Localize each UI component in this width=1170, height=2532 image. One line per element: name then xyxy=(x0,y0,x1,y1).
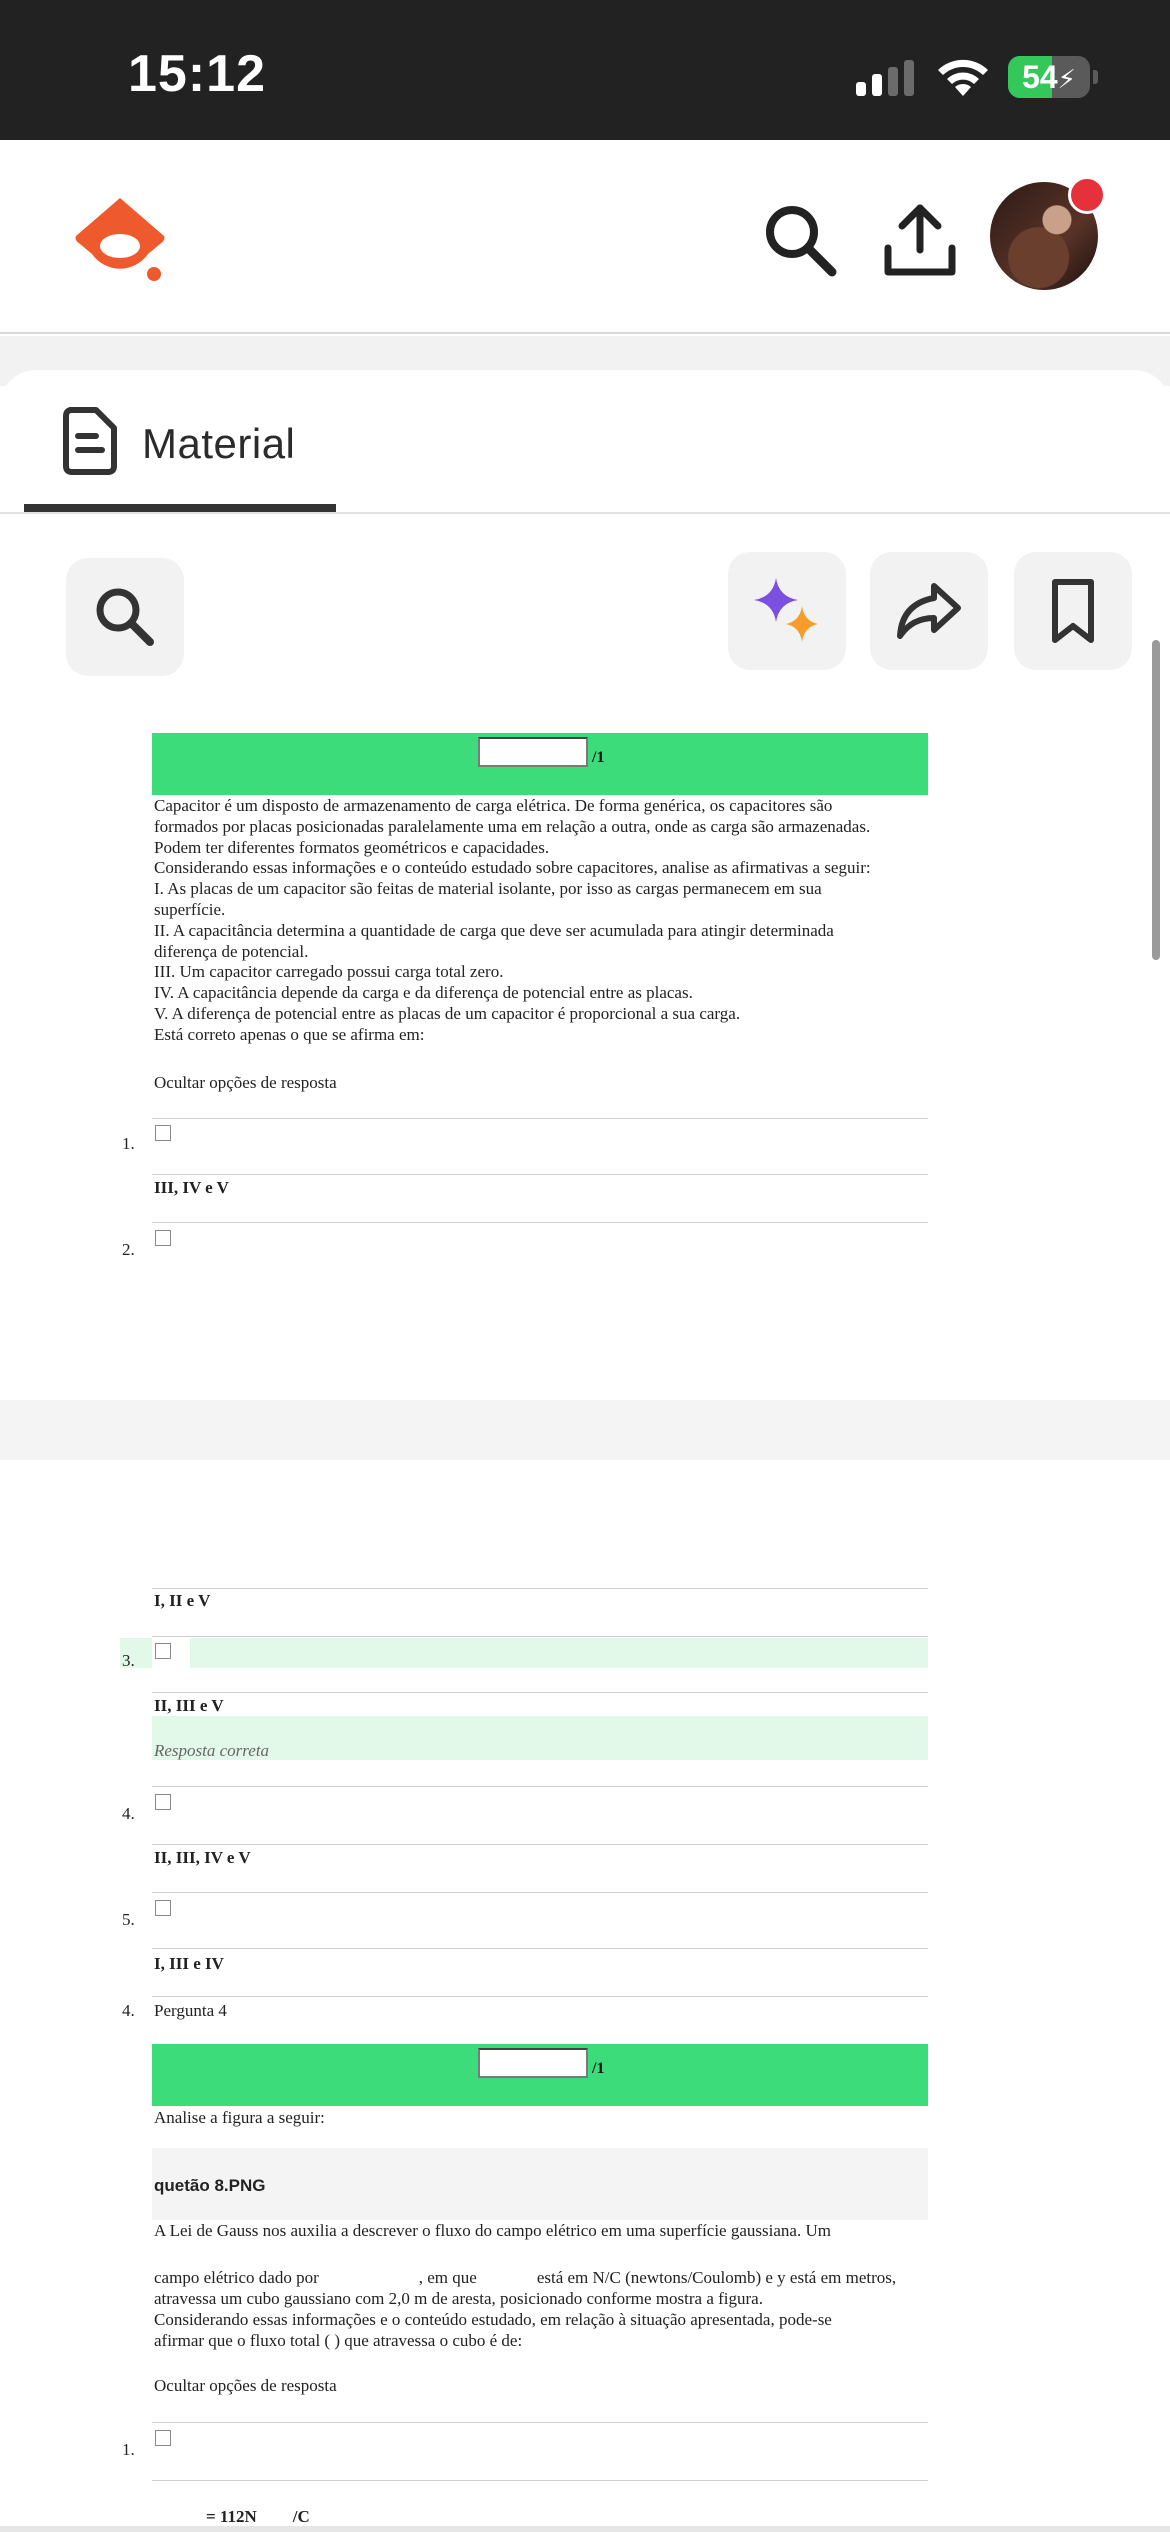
option-text: I, II e V xyxy=(154,1591,211,1610)
grade-bar xyxy=(152,733,928,795)
question-line: formados por placas posicionadas paralelamente uma em relação a outra, onde as carga são armazenadas. xyxy=(154,816,871,836)
grade-total: /1 xyxy=(592,2060,605,2077)
question-title: Pergunta 4 xyxy=(154,2001,227,2020)
ai-assistant-button[interactable] xyxy=(728,552,846,670)
question-line: Capacitor é um disposto de armazenamento de carga elétrica. De forma genérica, os capacitores são xyxy=(154,796,833,815)
option-number: 1. xyxy=(122,2440,135,2459)
battery-tip xyxy=(1093,70,1098,84)
correct-answer-label: Resposta correta xyxy=(154,1741,270,1760)
cellular-signal-icon xyxy=(856,60,916,96)
question-line: III. Um capacitor carregado possui carga total zero. xyxy=(154,962,504,982)
question-line: I. As placas de um capacitor são feitas de material isolante, por isso as cargas permanecem em sua xyxy=(154,879,822,899)
notification-badge xyxy=(1068,176,1106,214)
bookmark-icon xyxy=(1038,576,1108,646)
image-placeholder xyxy=(152,2148,928,2220)
share-button[interactable] xyxy=(870,552,988,670)
wifi-icon xyxy=(935,56,991,98)
divider xyxy=(152,1692,928,1693)
home-indicator-area xyxy=(0,2526,1170,2532)
grade-input[interactable] xyxy=(478,2048,588,2078)
document-icon xyxy=(60,406,120,476)
question-line: afirmar que o fluxo total ( ) que atravessa o cubo é de: xyxy=(154,2331,523,2350)
tab-material-label: Material xyxy=(142,420,296,467)
question-line: atravessa um cubo gaussiano com 2,0 m de aresta, posicionado conforme mostra a figura. xyxy=(154,2289,763,2308)
divider xyxy=(152,1996,928,1997)
grade-total: /1 xyxy=(592,749,605,766)
question-text xyxy=(154,796,934,1046)
option-text: I, III e IV xyxy=(154,1954,224,1973)
option-number: 5. xyxy=(122,1910,135,1929)
question-line: Está correto apenas o que se afirma em: xyxy=(154,1024,425,1044)
image-caption: quetão 8.PNG xyxy=(154,2176,266,2195)
grade-bar xyxy=(152,2044,928,2106)
app-header xyxy=(0,140,1170,334)
formula-part: /C xyxy=(292,2507,310,2526)
question-intro: Analise a figura a seguir: xyxy=(154,2108,325,2127)
bookmark-button[interactable] xyxy=(1014,552,1132,670)
divider xyxy=(152,2480,928,2481)
question-fragment: está em N/C (newtons/Coulomb) e y está em metros, xyxy=(536,2268,897,2287)
question-line: II. A capacitância determina a quantidade de carga que deve ser acumulada para atingir determinada xyxy=(154,920,834,940)
formula-part: = 112N xyxy=(206,2507,257,2526)
share-arrow-icon xyxy=(894,576,964,646)
option-number: 3. xyxy=(122,1651,135,1670)
question-line: Considerando essas informações e o conteúdo estudado, em relação à situação apresentada, pode-se xyxy=(154,2310,832,2329)
option-text: III, IV e V xyxy=(154,1178,229,1197)
page-separator xyxy=(0,1400,1170,1460)
upload-icon[interactable] xyxy=(880,200,960,280)
scrollbar[interactable] xyxy=(1152,640,1160,960)
grade-input[interactable] xyxy=(478,737,588,767)
option-number: 2. xyxy=(122,1240,135,1259)
divider xyxy=(152,1948,928,1949)
question-line: superfície. xyxy=(154,899,226,919)
status-time: 15:12 xyxy=(128,45,266,103)
search-icon[interactable] xyxy=(760,200,840,280)
option-checkbox[interactable] xyxy=(155,2430,171,2446)
question-line xyxy=(154,2268,934,2289)
question-line: Podem ter diferentes formatos geométricos e capacidades. xyxy=(154,837,550,857)
sparkle-icon xyxy=(752,576,822,646)
divider xyxy=(152,1636,928,1637)
battery-level: 54⚡ xyxy=(1022,59,1076,95)
question-line: diferença de potencial. xyxy=(154,941,309,961)
option-checkbox[interactable] xyxy=(155,1794,171,1810)
search-icon xyxy=(90,582,160,652)
divider xyxy=(152,1588,928,1589)
active-tab-indicator xyxy=(24,504,336,512)
divider xyxy=(152,2422,928,2423)
question-line: IV. A capacitância depende da carga e da diferença de potencial entre as placas. xyxy=(154,983,693,1003)
option-text: II, III e V xyxy=(154,1696,224,1715)
divider xyxy=(152,1844,928,1845)
hide-options-link[interactable]: Ocultar opções de resposta xyxy=(154,1073,337,1092)
option-number: 1. xyxy=(122,1134,135,1153)
question-fragment: , em que xyxy=(418,2268,477,2287)
divider xyxy=(152,1174,928,1175)
correct-option-highlight xyxy=(120,1638,928,1668)
option-number: 4. xyxy=(122,1804,135,1823)
battery-indicator xyxy=(1008,56,1090,98)
option-formula xyxy=(206,2507,310,2527)
divider xyxy=(152,1118,928,1119)
question-line: V. A diferença de potencial entre as placas de um capacitor é proporcional a sua carga. xyxy=(154,1003,741,1023)
search-document-button[interactable] xyxy=(66,558,184,676)
tab-material[interactable] xyxy=(24,380,336,510)
option-checkbox[interactable] xyxy=(155,1125,171,1141)
option-checkbox[interactable] xyxy=(155,1643,171,1659)
question-line: Considerando essas informações e o conteúdo estudado sobre capacitores, analise as afirmativas a seguir: xyxy=(154,858,871,878)
question-line: A Lei de Gauss nos auxilia a descrever o fluxo do campo elétrico em uma superfície gaussiana. Um xyxy=(154,2221,831,2240)
question-fragment: campo elétrico dado por xyxy=(154,2268,319,2287)
option-checkbox[interactable] xyxy=(155,1230,171,1246)
hide-options-link[interactable]: Ocultar opções de resposta xyxy=(154,2376,337,2395)
divider xyxy=(152,1222,928,1223)
divider xyxy=(152,1786,928,1787)
status-bar xyxy=(0,0,1170,140)
option-text: II, III, IV e V xyxy=(154,1848,251,1867)
divider xyxy=(152,1892,928,1893)
app-logo-icon[interactable] xyxy=(70,196,170,286)
question-number: 4. xyxy=(122,2001,135,2020)
tabs-divider xyxy=(0,512,1170,514)
option-checkbox[interactable] xyxy=(155,1900,171,1916)
